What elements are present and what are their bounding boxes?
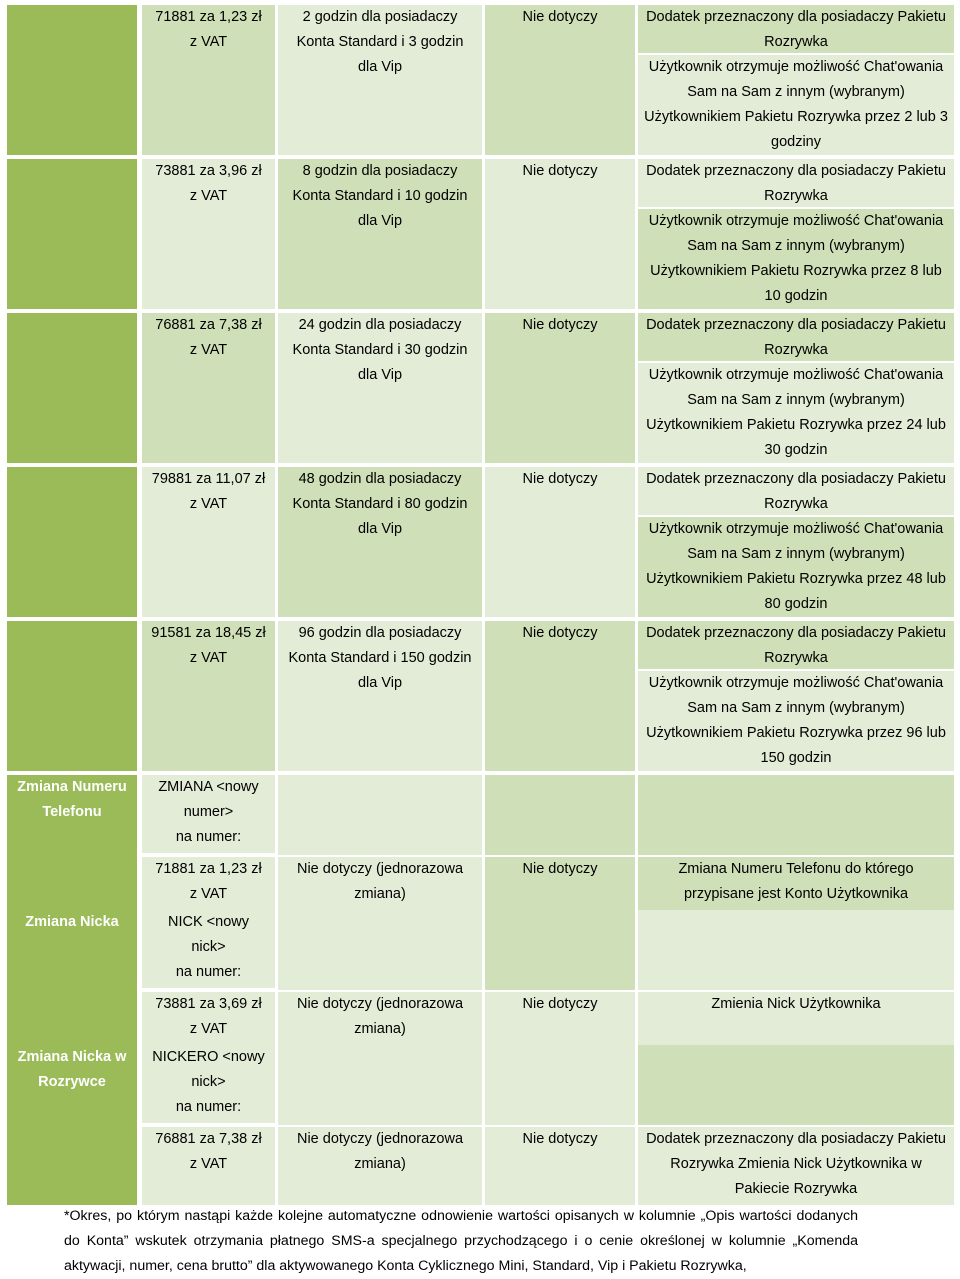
table-row: [0, 1045, 960, 1205]
price-cell: 71881 za 1,23 zł z VAT: [142, 857, 275, 910]
hours-cell: 24 godzin dla posiadaczy Konta Standard i 30 godzin dla Vip: [278, 313, 482, 463]
table-row: [0, 621, 960, 771]
empty-cell: [278, 910, 482, 990]
hours-cell: Nie dotyczy (jednorazowa zmiana): [278, 992, 482, 1045]
to-number-label: na numer:: [142, 960, 275, 988]
description-cell: Zmiana Numeru Telefonu do którego przypisane jest Konto Użytkownika: [638, 857, 954, 910]
price-cell: 76881 za 7,38 zł z VAT: [142, 313, 275, 463]
description-cell: Użytkownik otrzymuje możliwość Chat'owania Sam na Sam z innym (wybranym) Użytkownikiem Pakietu Rozrywka przez 2 lub 3 godziny: [638, 55, 954, 155]
row-header-cell: [7, 313, 137, 463]
price-cell: 76881 za 7,38 zł z VAT: [142, 1127, 275, 1205]
row-header-cell: [7, 467, 137, 617]
to-number-label: na numer:: [142, 825, 275, 853]
table-row: [0, 775, 960, 910]
hours-cell: 48 godzin dla posiadaczy Konta Standard i 80 godzin dla Vip: [278, 467, 482, 617]
empty-cell: [278, 1045, 482, 1125]
table-row: [0, 159, 960, 309]
applies-cell: Nie dotyczy: [485, 1127, 635, 1205]
price-cell: 73881 za 3,69 zł z VAT: [142, 992, 275, 1045]
hours-cell: Nie dotyczy (jednorazowa zmiana): [278, 857, 482, 910]
command-cell: NICK <nowy nick>: [142, 910, 275, 960]
row-header-cell: [7, 159, 137, 309]
description-cell: Dodatek przeznaczony dla posiadaczy Pakietu Rozrywka: [638, 159, 954, 207]
table-row: [0, 5, 960, 155]
row-header-cell: [7, 5, 137, 155]
command-cell: ZMIANA <nowy numer>: [142, 775, 275, 825]
service-name: Zmiana Nicka w Rozrywce: [7, 1045, 137, 1205]
command-cell: NICKERO <nowy nick>: [142, 1045, 275, 1095]
description-cell: Dodatek przeznaczony dla posiadaczy Pakietu Rozrywka Zmienia Nick Użytkownika w Pakiecie Rozrywka: [638, 1127, 954, 1205]
table-row: [0, 313, 960, 463]
price-cell: 79881 za 11,07 zł z VAT: [142, 467, 275, 617]
applies-cell: Nie dotyczy: [485, 992, 635, 1045]
service-name: Zmiana Nicka: [7, 910, 137, 1045]
hours-cell: 8 godzin dla posiadaczy Konta Standard i 10 godzin dla Vip: [278, 159, 482, 309]
empty-cell: [485, 1045, 635, 1125]
empty-cell: [638, 910, 954, 990]
hours-cell: 96 godzin dla posiadaczy Konta Standard i 150 godzin dla Vip: [278, 621, 482, 771]
hours-cell: 2 godzin dla posiadaczy Konta Standard i 3 godzin dla Vip: [278, 5, 482, 155]
empty-cell: [485, 910, 635, 990]
description-cell: Użytkownik otrzymuje możliwość Chat'owania Sam na Sam z innym (wybranym) Użytkownikiem Pakietu Rozrywka przez 48 lub 80 godzin: [638, 517, 954, 617]
applies-cell: Nie dotyczy: [485, 159, 635, 309]
footnote: *Okres, po którym nastąpi każde kolejne automatyczne odnowienie wartości opisanych w kolumnie „Opis wartości dodanych do Konta” wskutek otrzymania płatnego SMS-a specjalnego przychodzącego i o cenie określonej w kolumnie „Komenda aktywacji, numer, cena brutto” dla aktywowanego Konta Cyklicznego Mini, Standard, Vip i Pakietu Rozrywka,: [64, 1208, 858, 1274]
description-cell: Użytkownik otrzymuje możliwość Chat'owania Sam na Sam z innym (wybranym) Użytkownikiem Pakietu Rozrywka przez 24 lub 30 godzin: [638, 363, 954, 463]
applies-cell: Nie dotyczy: [485, 5, 635, 155]
empty-cell: [638, 775, 954, 855]
service-name: Zmiana Numeru Telefonu: [7, 775, 137, 910]
applies-cell: Nie dotyczy: [485, 313, 635, 463]
price-cell: 91581 za 18,45 zł z VAT: [142, 621, 275, 771]
applies-cell: Nie dotyczy: [485, 857, 635, 910]
description-cell: Użytkownik otrzymuje możliwość Chat'owania Sam na Sam z innym (wybranym) Użytkownikiem Pakietu Rozrywka przez 96 lub 150 godzin: [638, 671, 954, 771]
description-cell: Dodatek przeznaczony dla posiadaczy Pakietu Rozrywka: [638, 313, 954, 361]
table-row: [0, 467, 960, 617]
table-row: [0, 910, 960, 1045]
price-cell: 71881 za 1,23 zł z VAT: [142, 5, 275, 155]
applies-cell: Nie dotyczy: [485, 621, 635, 771]
applies-cell: Nie dotyczy: [485, 467, 635, 617]
hours-cell: Nie dotyczy (jednorazowa zmiana): [278, 1127, 482, 1205]
empty-cell: [485, 775, 635, 855]
description-cell: Dodatek przeznaczony dla posiadaczy Pakietu Rozrywka: [638, 467, 954, 515]
description-cell: Dodatek przeznaczony dla posiadaczy Pakietu Rozrywka: [638, 5, 954, 53]
description-cell: Użytkownik otrzymuje możliwość Chat'owania Sam na Sam z innym (wybranym) Użytkownikiem Pakietu Rozrywka przez 8 lub 10 godzin: [638, 209, 954, 309]
empty-cell: [638, 1045, 954, 1125]
empty-cell: [278, 775, 482, 855]
description-cell: Zmienia Nick Użytkownika: [638, 992, 954, 1045]
description-cell: Dodatek przeznaczony dla posiadaczy Pakietu Rozrywka: [638, 621, 954, 669]
row-header-cell: [7, 621, 137, 771]
price-cell: 73881 za 3,96 zł z VAT: [142, 159, 275, 309]
to-number-label: na numer:: [142, 1095, 275, 1123]
